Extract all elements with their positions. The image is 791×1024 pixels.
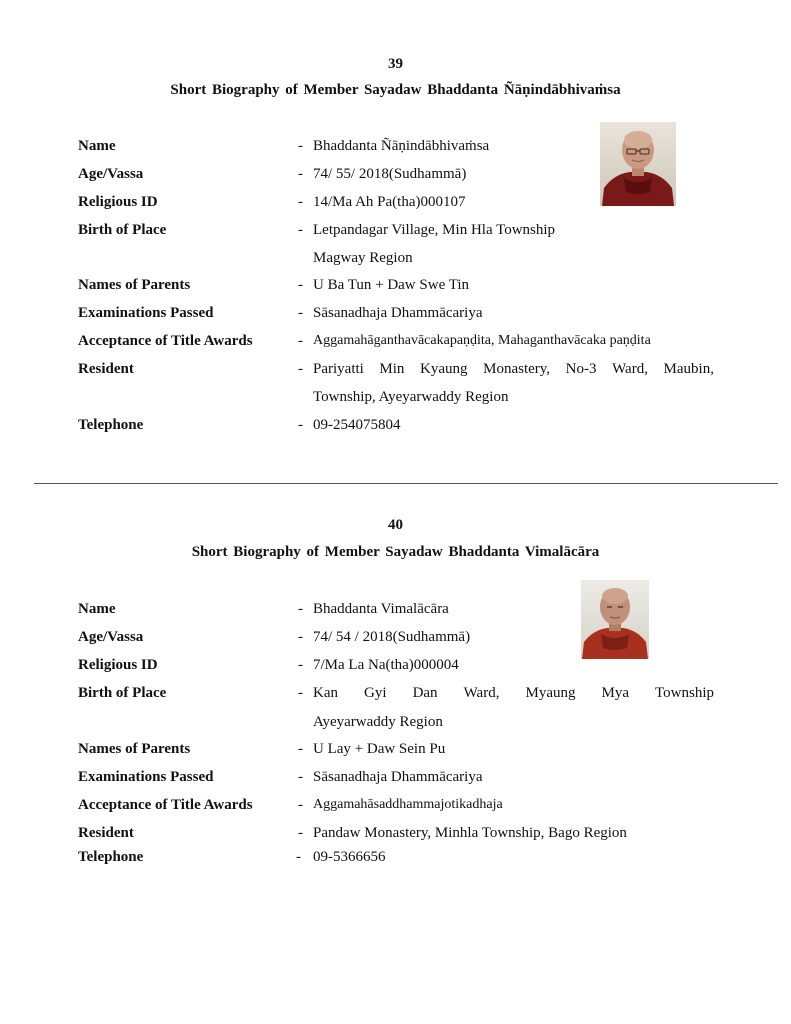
field-label: Religious ID — [78, 657, 158, 673]
bio-40-title: Short Biography of Member Sayadaw Bhaddanta Vimalācāra — [191, 544, 600, 560]
separator-dash: - — [298, 222, 303, 238]
bio-39-title: Short Biography of Member Sayadaw Bhaddanta Ñāṇindābhivaṁsa — [170, 82, 621, 98]
bio-39-titles-row — [0, 333, 791, 355]
field-label: Religious ID — [78, 194, 158, 210]
separator-dash: - — [298, 825, 303, 841]
separator-dash: - — [298, 305, 303, 321]
field-value: 7/Ma La Na(tha)000004 — [313, 657, 459, 673]
bio-39-telephone-row — [0, 417, 791, 439]
field-value: U Ba Tun + Daw Swe Tin — [313, 277, 470, 293]
bio-39-birth-continuation: Magway Region — [313, 250, 413, 266]
bio-40-age-row — [0, 629, 791, 651]
bio-39-birth-row — [0, 222, 791, 244]
field-label: Resident — [78, 361, 134, 377]
separator-dash: - — [298, 333, 303, 349]
separator-dash: - — [298, 601, 303, 617]
bio-40-telephone-row — [0, 849, 791, 871]
field-label: Telephone — [78, 417, 144, 433]
field-label: Names of Parents — [78, 277, 191, 293]
bio-40-titles-row — [0, 797, 791, 819]
separator-dash: - — [298, 797, 303, 813]
word: Ward, — [463, 685, 500, 701]
field-value: Aggamahāganthavācakapaṇḍita, Mahaganthavācaka paṇḍita — [313, 333, 651, 348]
word: Mya — [601, 685, 630, 701]
word: No-3 — [565, 361, 597, 377]
bio-39-number: 39 — [388, 56, 403, 72]
separator-dash: - — [298, 194, 303, 210]
field-value: Aggamahāsaddhammajotikadhaja — [313, 797, 503, 812]
separator-dash: - — [298, 361, 303, 377]
field-label: Resident — [78, 825, 134, 841]
field-label: Acceptance of Title Awards — [78, 333, 253, 349]
field-label: Acceptance of Title Awards — [78, 797, 253, 813]
bio-39-name-row — [0, 138, 791, 160]
word: Kyaung — [420, 361, 468, 377]
word: Township — [655, 685, 714, 701]
word: Min — [379, 361, 405, 377]
separator-dash: - — [298, 657, 303, 673]
bio-40-exams-row — [0, 769, 791, 791]
field-value: Bhaddanta Vimalācāra — [313, 601, 449, 617]
separator-dash: - — [298, 277, 303, 293]
field-label: Examinations Passed — [78, 305, 214, 321]
field-value — [313, 685, 714, 702]
field-label: Age/Vassa — [78, 166, 144, 182]
word: Monastery, — [483, 361, 551, 377]
field-label: Birth of Place — [78, 222, 167, 238]
separator-dash: - — [298, 166, 303, 182]
separator-dash: - — [296, 849, 301, 865]
bio-40-birth-row — [0, 685, 791, 707]
separator-dash: - — [298, 769, 303, 785]
word: Ward, — [612, 361, 648, 377]
field-label: Names of Parents — [78, 741, 191, 757]
separator-dash: - — [298, 685, 303, 701]
bio-40-parents-row — [0, 741, 791, 763]
bio-39-exams-row — [0, 305, 791, 327]
bio-39-age-row — [0, 166, 791, 188]
field-value: 14/Ma Ah Pa(tha)000107 — [313, 194, 466, 210]
bio-40-resident-row — [0, 825, 791, 847]
bio-39-resident-row — [0, 361, 791, 383]
field-label: Birth of Place — [78, 685, 167, 701]
separator-dash: - — [298, 138, 303, 154]
field-label: Age/Vassa — [78, 629, 144, 645]
bio-39-religious-id-row — [0, 194, 791, 216]
field-label: Telephone — [78, 849, 144, 865]
field-value — [313, 361, 714, 378]
field-value: U Lay + Daw Sein Pu — [313, 741, 446, 757]
section-divider — [34, 483, 778, 484]
word: Pariyatti — [313, 361, 364, 377]
separator-dash: - — [298, 417, 303, 433]
bio-40-name-row — [0, 601, 791, 623]
field-label: Examinations Passed — [78, 769, 214, 785]
field-value: Pandaw Monastery, Minhla Township, Bago Region — [313, 825, 627, 841]
word: Myaung — [525, 685, 576, 701]
separator-dash: - — [298, 629, 303, 645]
field-label: Name — [78, 138, 116, 154]
field-value: Sāsanadhaja Dhammācariya — [313, 769, 483, 785]
field-value: 09-254075804 — [313, 417, 401, 433]
word: Kan — [313, 685, 338, 701]
field-label: Name — [78, 601, 116, 617]
bio-40-religious-id-row — [0, 657, 791, 679]
bio-40-number: 40 — [388, 517, 403, 533]
field-value: Sāsanadhaja Dhammācariya — [313, 305, 483, 321]
word: Gyi — [364, 685, 387, 701]
separator-dash: - — [298, 741, 303, 757]
bio-39-resident-continuation: Township, Ayeyarwaddy Region — [313, 389, 509, 405]
field-value: Bhaddanta Ñāṇindābhivaṁsa — [313, 138, 490, 154]
word: Dan — [412, 685, 438, 701]
field-value: 09-5366656 — [313, 849, 386, 865]
field-value: 74/ 55/ 2018(Sudhammā) — [313, 166, 467, 182]
bio-40-birth-continuation: Ayeyarwaddy Region — [313, 714, 443, 730]
field-value: 74/ 54 / 2018(Sudhammā) — [313, 629, 471, 645]
word: Maubin, — [663, 361, 714, 377]
field-value: Letpandagar Village, Min Hla Township — [313, 222, 556, 238]
bio-39-parents-row — [0, 277, 791, 299]
